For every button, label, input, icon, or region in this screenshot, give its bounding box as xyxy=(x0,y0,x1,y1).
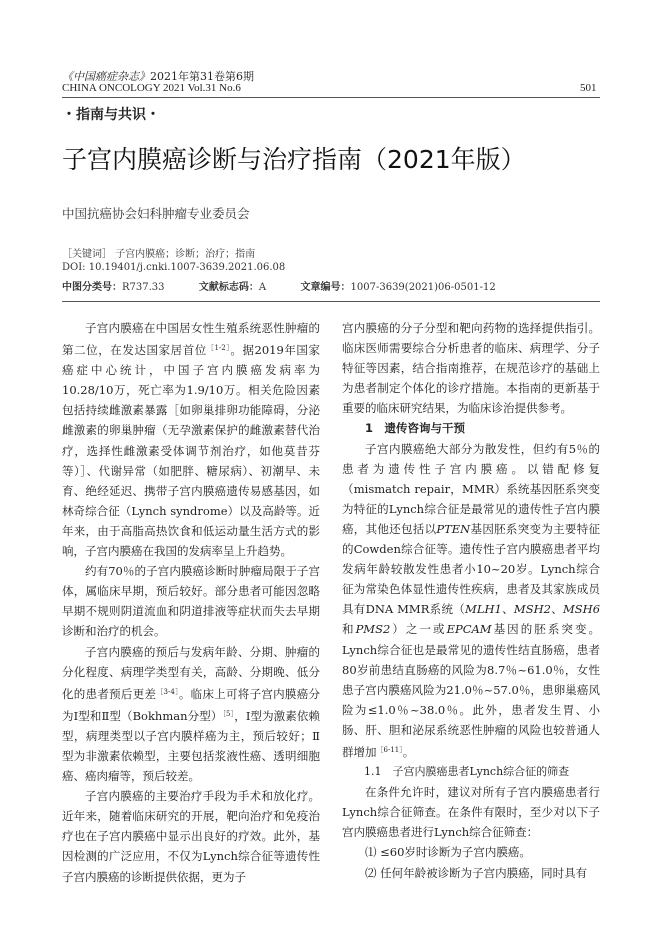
keywords: 子宫内膜癌；诊断；治疗；指南 xyxy=(115,249,256,260)
paragraph: 子宫内膜癌绝大部分为散发性，但约有5％的患者为遗传性子宫内膜癌。以错配修复（mismatch repair，MMR）系统基因胚系突变为特征的Lynch综合征是最常见的遗传性子宫内膜癌，其他还包括以PTEN基因胚系突变为主要特征的Cowden综合征等。遗传性子宫内膜癌患者平均发病年龄较散发性患者小10~20岁。Lynch综合征为常染色体显性遗传性疾病，患者及其家族成员具有DNA MMR系统（MLH1、MSH2、MSH6和PMS2）之一或EPCAM基因的胚系突变。Lynch综合征也是最常见的遗传性结直肠癌，患者80岁前患结直肠癌的风险为8.7％~61.0％，女性患子宫内膜癌风险为21.0％~57.0％，患卵巢癌风险为≤1.0％~38.0％。此外，患者发生胃、小肠、肝、胆和泌尿系统恶性肿瘤的风险也较普通人群增加$^{[6-11]}$。 xyxy=(342,441,601,759)
right-column xyxy=(342,318,600,883)
gene-name: MLH1 xyxy=(465,602,502,617)
list-item: ⑴ ≤60岁时诊断为子宫内膜癌。 xyxy=(365,845,531,860)
paragraph: 在条件允许时，建议对所有子宫内膜癌患者行Lynch综合征筛查。在条件有限时，至少对以下子宫内膜癌患者进行Lynch综合征筛查： xyxy=(342,785,600,840)
classification-line xyxy=(62,278,496,293)
gene-name: MSH6 xyxy=(563,602,601,617)
citation: ［1-2］ xyxy=(206,344,231,353)
doi: DOI: 10.19401/j.cnki.1007-3639.2021.06.08 xyxy=(62,262,286,273)
journal-name-cn: 《中国癌症杂志》 xyxy=(62,70,150,83)
meta-rule xyxy=(62,301,600,302)
class-label: 中图分类号： xyxy=(62,282,122,293)
code-label: 文献标志码： xyxy=(198,282,259,293)
gene-name: EPCAM xyxy=(446,622,492,637)
gene-name: MSH2 xyxy=(513,602,551,617)
article-value: 1007-3639(2021)06-0501-12 xyxy=(350,282,496,293)
code-value: A xyxy=(258,282,267,293)
header-rule xyxy=(62,97,600,98)
page-number: 501 xyxy=(580,82,597,94)
subsection-heading: 1.1 子宫内膜癌患者Lynch综合征的筛查 xyxy=(364,765,570,779)
gene-name: PMS2 xyxy=(355,622,391,637)
citation: ［3-4］ xyxy=(156,687,179,696)
paragraph: 宫内膜癌的分子分型和靶向药物的选择提供指引。临床医师需要综合分析患者的临床、病理学、分子特征等因素，结合指南推荐，在规范诊疗的基础上为患者制定个体化的诊疗措施。本指南的更新基于重要的临床研究结果，为临床诊治提供参考。 xyxy=(342,321,600,416)
author: 中国抗癌协会妇科肿瘤专业委员会 xyxy=(62,206,250,221)
gene-name: PTEN xyxy=(436,521,471,536)
section-heading: 1 遗传咨询与干预 xyxy=(365,421,466,436)
article-label: 文章编号： xyxy=(300,282,351,293)
keywords-line xyxy=(62,245,255,260)
list-item: ⑵ 任何年龄被诊断为子宫内膜癌，同时具有 xyxy=(365,865,588,880)
paragraph: 约有70％的子宫内膜癌诊断时肿瘤局限于子宫体，属临床早期，预后较好。部分患者可能因忽略早期不规则阴道流血和阴道排液等症状而失去早期诊断和治疗的机会。 xyxy=(62,564,320,639)
class-value: R737.33 xyxy=(122,282,165,293)
paragraph: 子宫内膜癌的主要治疗手段为手术和放化疗。近年来，随着临床研究的开展，靶向治疗和免疫治疗也在子宫内膜癌中显示出良好的疗效。此外，基因检测的广泛应用，不仅为Lynch综合征等遗传性子宫内膜癌的诊断提供依据，更为子 xyxy=(62,789,320,884)
article-title: 子宫内膜癌诊断与治疗指南（2021年版） xyxy=(62,145,526,174)
citation: ［6-11］ xyxy=(376,745,403,754)
keywords-label: ［关键词］ xyxy=(62,249,112,260)
citation: ［5］ xyxy=(222,709,235,718)
left-column xyxy=(62,318,320,887)
paragraph: 子宫内膜癌的预后与发病年龄、分期、肿瘤的分化程度、病理学类型有关，高龄、分期晚、低分化的患者预后更差$^{[3-4]}$。临床上可将子宫内膜癌分为Ⅰ型和Ⅱ型（Bokhman分型）$^{[5]}$，Ⅰ型为激素依赖型，病理类型以子宫内膜样癌为主，预后较好；Ⅱ型为非激素依赖型，主要包括浆液性癌、透明细胞癌、癌肉瘤等，预后较差。 xyxy=(62,644,320,784)
journal-issue: 2021年第31卷第6期 xyxy=(150,70,254,83)
paragraph: 子宫内膜癌在中国居女性生殖系统恶性肿瘤的第二位，在发达国家居首位$^{[1-2]}$。据2019年国家癌症中心统计，中国子宫内膜癌发病率为10.28/10万，死亡率为1.9/10万。相关危险因素包括持续雌激素暴露［如卵巢排卵功能障碍，分泌雌激素的卵巢肿瘤（无孕激素保护的雌激素替代治疗，选择性雌激素受体调节剂治疗，如他莫昔芬等）］、代谢异常（如肥胖、糖尿病）、初潮早、未育、绝经延迟、携带子宫内膜癌遗传易感基因，如林奇综合征（Lynch syndrome）以及高龄等。近年来，由于高脂高热饮食和低运动量生活方式的影响，子宫内膜癌在我国的发病率呈上升趋势。 xyxy=(62,321,321,559)
journal-name-en: CHINA ONCOLOGY 2021 Vol.31 No.6 xyxy=(62,82,241,94)
section-tag: ・指南与共识・ xyxy=(62,107,160,123)
